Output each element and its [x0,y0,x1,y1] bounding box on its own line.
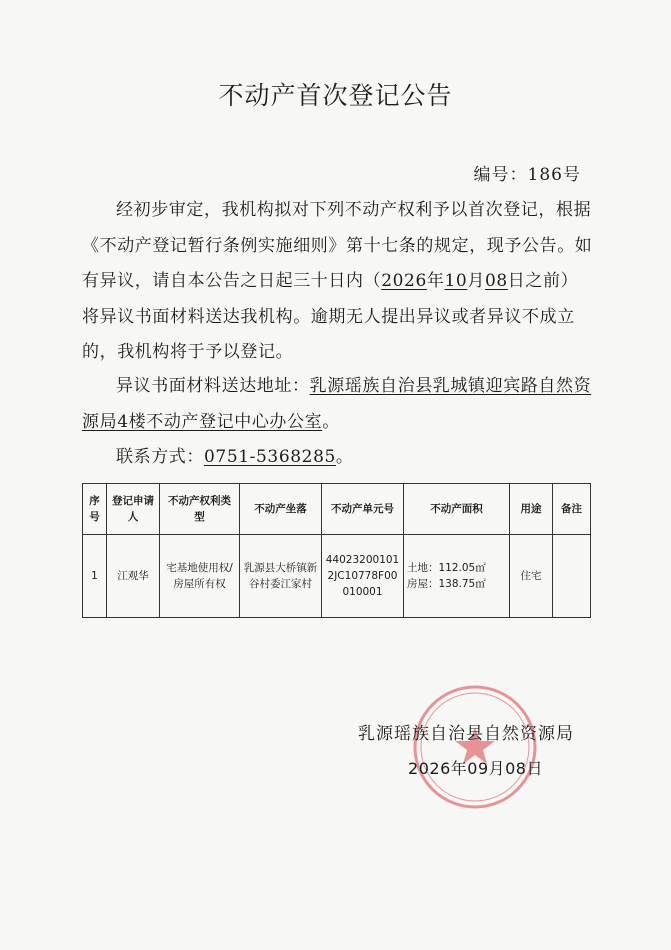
cell-right-type: 宅基地使用权/房屋所有权 [160,535,240,618]
contact-label: 联系方式： [116,447,204,467]
cell-no: 1 [83,535,107,618]
paragraph-main [82,193,594,371]
document-number: 编号：186号 [473,165,581,185]
header-area: 不动产面积 [404,484,510,535]
header-remark: 备注 [553,484,591,535]
cell-unit-no: 440232001012JC10778F00010001 [322,535,404,618]
table-row [83,535,591,618]
objection-address-value: 乳源瑶族自治县乳城镇迎宾路自然资源局4楼不动产登记中心办公室 [82,376,592,432]
cell-remark [553,535,591,618]
cell-location: 乳源县大桥镇新谷村委江家村 [240,535,322,618]
contact-end: 。 [335,447,354,467]
page-title: 不动产首次登记公告 [218,81,453,110]
header-applicant: 登记申请人 [107,484,160,535]
deadline-year: 2026 [381,271,427,291]
table-header-row [83,484,591,535]
contact-phone: 0751-5368285 [204,447,336,467]
objection-label: 异议书面材料送达地址： [116,376,310,396]
header-location: 不动产坐落 [240,484,322,535]
area-house: 房屋：138.75㎡ [407,578,486,590]
registration-table [82,483,591,618]
issuer-name: 乳源瑶族自治县自然资源局 [358,724,574,744]
issue-date: 2026年09月08日 [408,759,543,778]
objection-address [82,369,594,440]
header-right-type: 不动产权利类型 [160,484,240,535]
cell-applicant: 江观华 [107,535,160,618]
deadline-year-char: 年 [426,271,445,291]
paragraph-text-a: 经初步审定，我机构拟对下列不动产权利予以首次登记，根据《不动产登记暂行条例实施细则》第十七条的规定，现予公告。如有异议，请自本公告之日起三十日内（ [82,200,593,291]
deadline-month-char: 月 [467,271,485,291]
cell-use: 住宅 [510,535,553,618]
deadline-month: 10 [444,271,468,291]
contact-info [82,440,594,476]
official-seal-icon [410,682,540,812]
cell-area [404,535,510,618]
paragraph-text-b: 日之前）将异议书面材料送达我机构。逾期无人提出异议或者异议不成立的，我机构将于予以登记。 [82,271,579,362]
area-land: 土地：112.05㎡ [407,562,486,574]
header-unit-no: 不动产单元号 [322,484,404,535]
objection-end: 。 [322,411,340,432]
header-no: 序号 [83,484,107,535]
deadline-day: 08 [484,271,508,291]
header-use: 用途 [510,484,553,535]
